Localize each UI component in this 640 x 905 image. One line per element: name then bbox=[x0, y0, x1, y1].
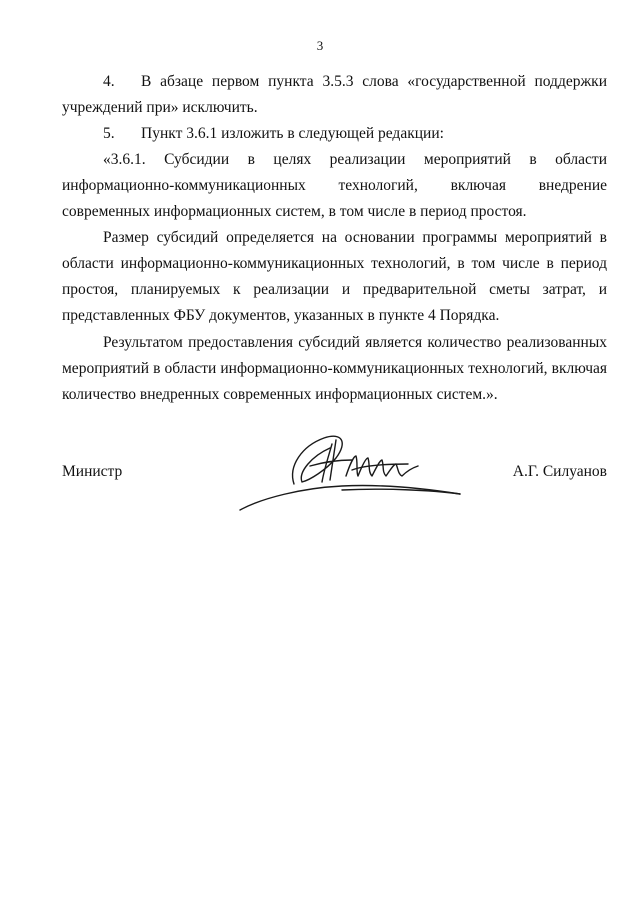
paragraph-subsidy-result: Результатом предоставления субсидий является количество реализованных мероприятий в области информационно-коммуникационных технологий, включая количество внедренных современных информационных систем.». bbox=[62, 334, 607, 403]
handwritten-signature-icon bbox=[232, 426, 472, 516]
paragraph-item-5 bbox=[62, 121, 607, 147]
paragraph-subsidy-amount: Размер субсидий определяется на основании программы мероприятий в области информационно-коммуникационных технологий, в том числе в период простоя, планируемых к реализации и предварительной сметы затрат, и представленных ФБУ документов, указанных в пункте 4 Порядка. bbox=[62, 229, 607, 324]
paragraph-item-4 bbox=[62, 69, 607, 121]
paragraph-number: 4. bbox=[103, 73, 115, 90]
page-number: 3 bbox=[316, 38, 324, 53]
paragraph-text: В абзаце первом пункта 3.5.3 слова «государственной поддержки учреждений при» исключить. bbox=[62, 73, 607, 116]
signatory-name: А.Г. Силуанов bbox=[512, 463, 607, 480]
quoted-paragraph-subsidies: «3.6.1. Субсидии в целях реализации мероприятий в области информационно-коммуникационных технологий, включая внедрение современных информационных систем, в том числе в период простоя. bbox=[62, 151, 607, 220]
paragraph-text: Пункт 3.6.1 изложить в следующей редакции: bbox=[141, 125, 444, 142]
paragraph-number: 5. bbox=[103, 125, 115, 142]
signatory-position: Министр bbox=[62, 463, 123, 480]
